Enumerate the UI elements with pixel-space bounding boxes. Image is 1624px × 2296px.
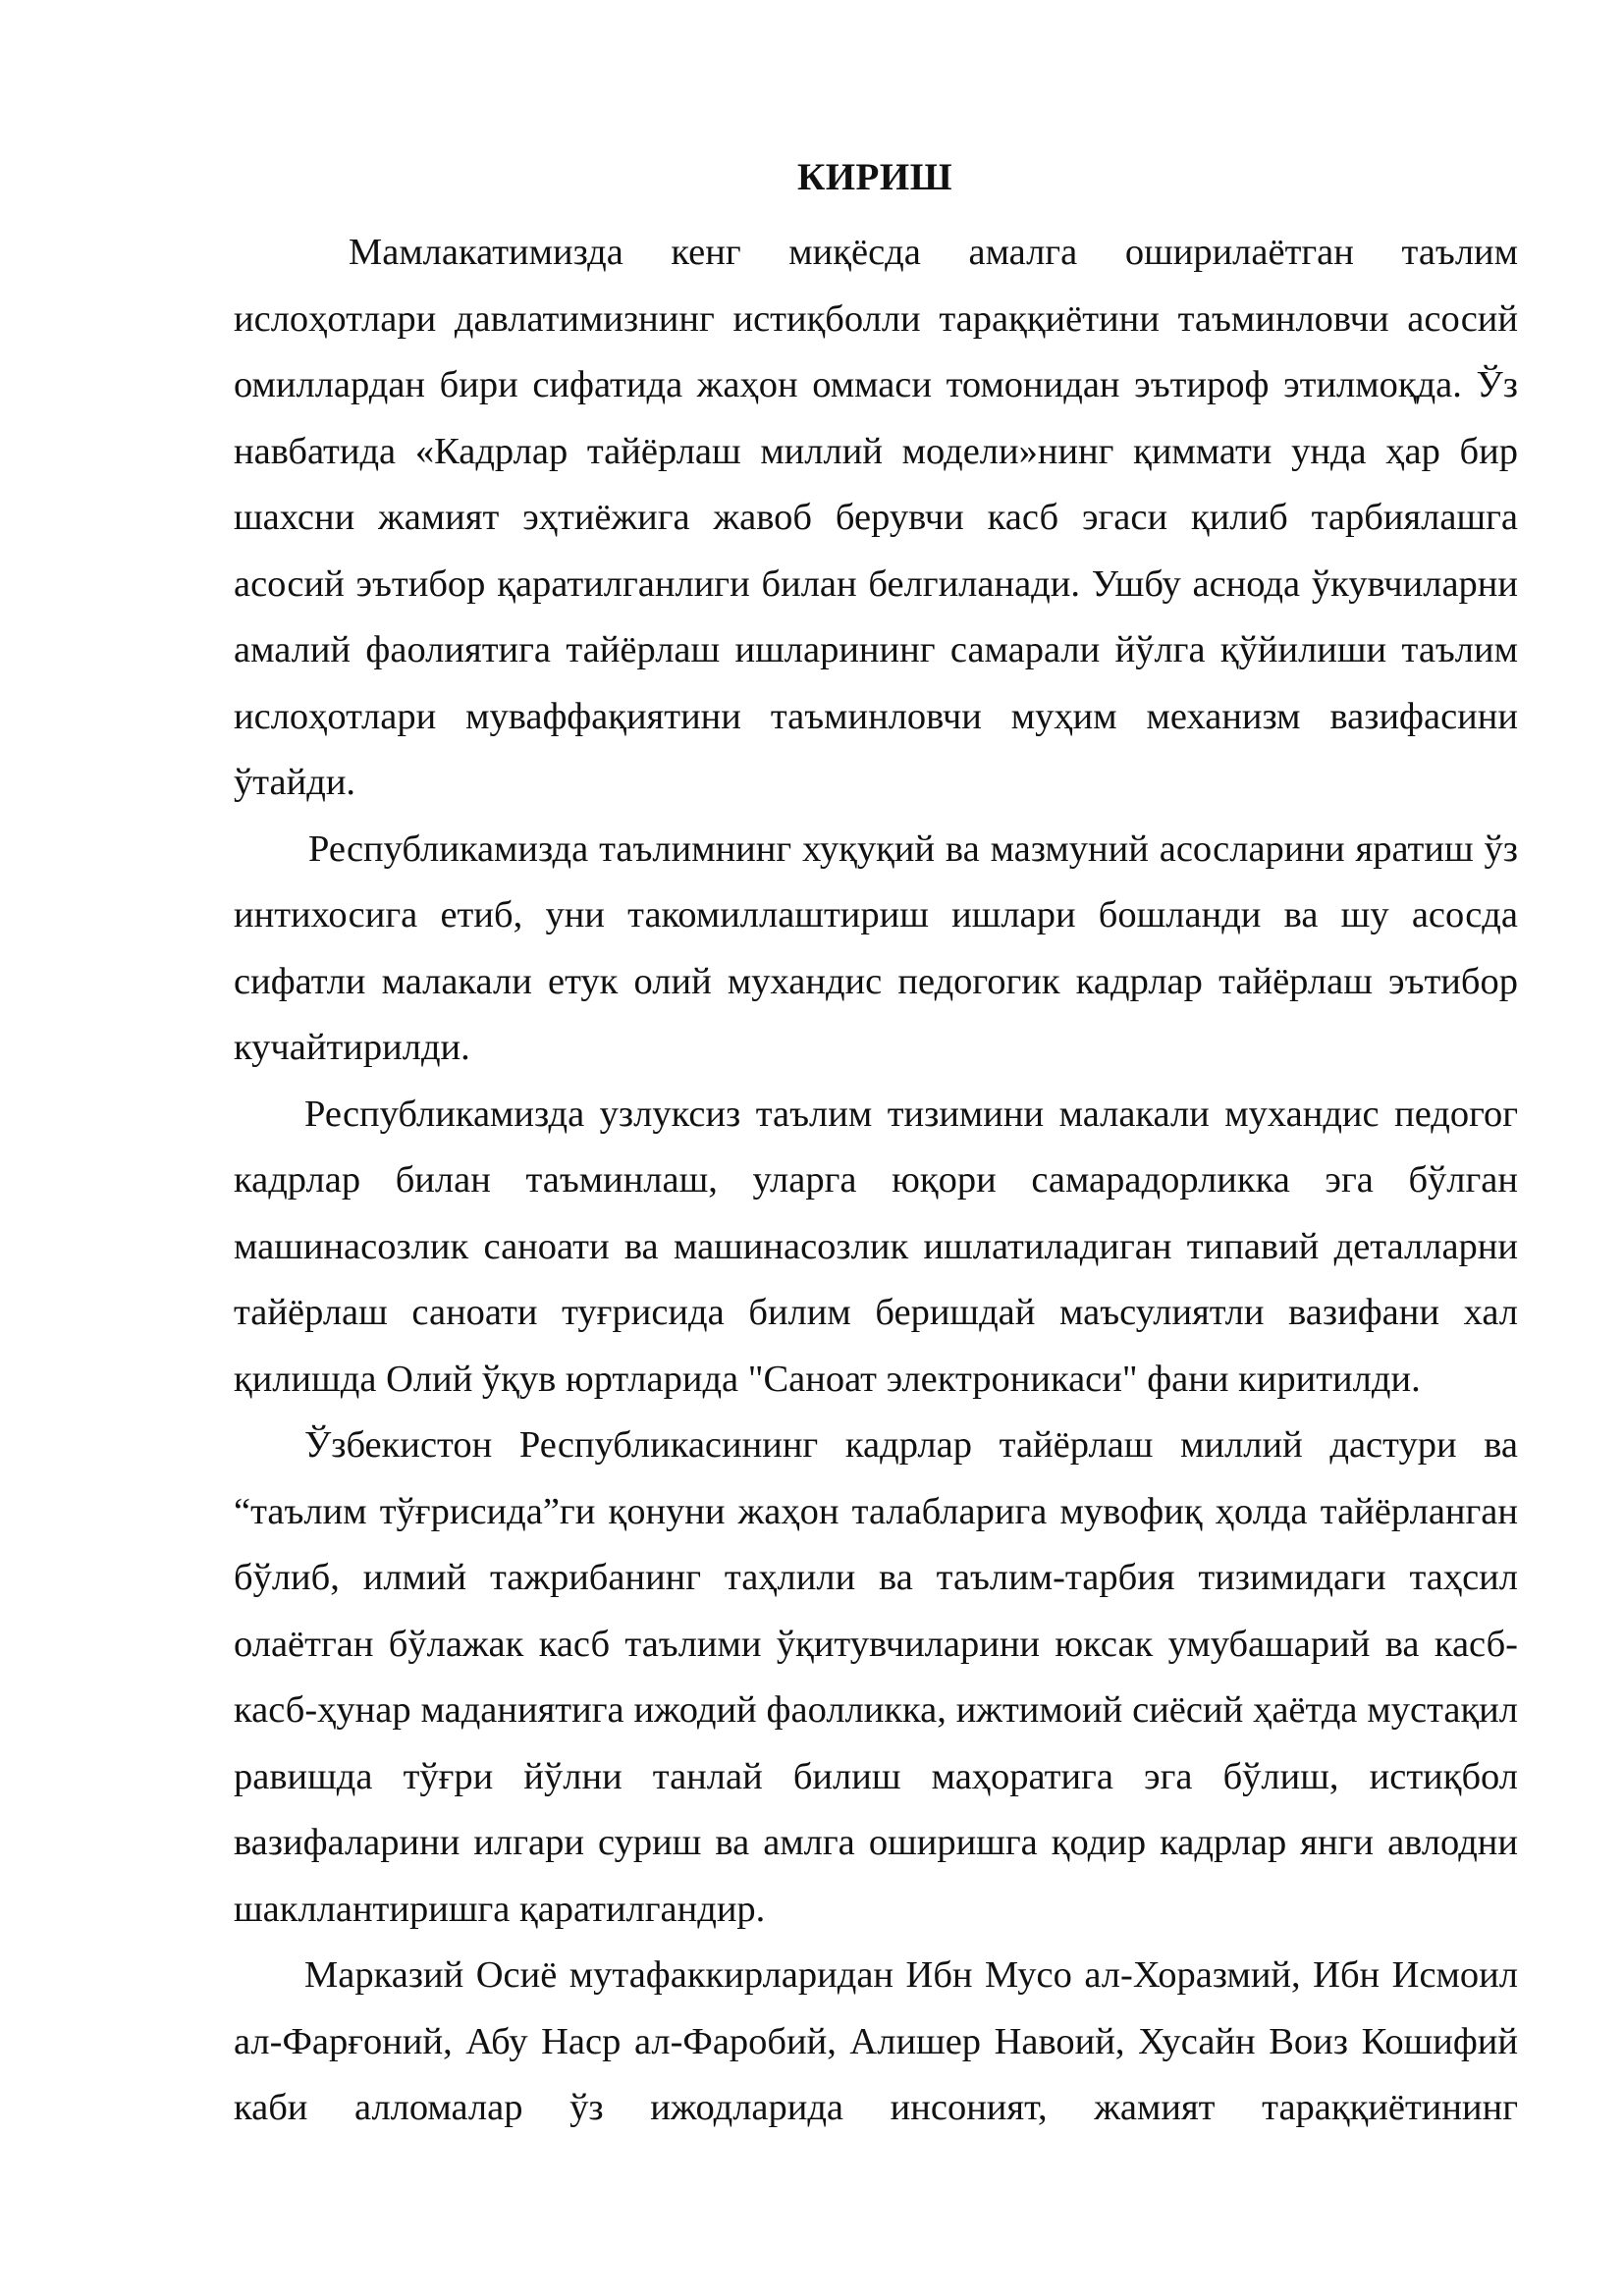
- paragraph-2: Республикамизда таълимнинг хуқуқий ва мазмуний асосларини яратиш ўз интихосига етиб, уни такомиллаштириш ишлари бошланди ва шу асосда сифатли малакали етук олий мухандис педогогик кадрлар тайёрлаш эътибор кучайтирилди.: [234, 828, 1518, 1068]
- document-heading: КИРИШ: [796, 156, 953, 198]
- paragraph-5: Марказий Осиё мутафаккирларидан Ибн Мусо ал-Хоразмий, Ибн Исмоил ал-Фарғоний, Абу Наср ал-Фаробий, Алишер Навоий, Хусайн Воиз Кошифий каби алломалар ўз ижодларида инсоният, жамият тараққиётининг: [234, 1954, 1518, 2128]
- paragraph-4: Ўзбекистон Республикасининг кадрлар тайёрлаш миллий дастури ва “таълим тўғрисида”ги қонуни жаҳон талабларига мувофиқ ҳолда тайёрланган бўлиб, илмий тажрибанинг таҳлили ва таълим-тарбия тизимидаги таҳсил олаётган бўлажак касб таълими ўқитувчиларини юксак умубашарий ва касб-касб-ҳунар маданиятига ижодий фаолликка, ижтимоий сиёсий ҳаётда мустақил равишда тўғри йўлни танлай билиш маҳоратига эга бўлиш, истиқбол вазифаларини илгари суриш ва амлга оширишга қодир кадрлар янги авлодни шакллантиришга қаратилгандир.: [234, 1424, 1518, 1930]
- paragraph-1: Мамлакатимизда кенг миқёсда амалга оширилаётган таълим ислоҳотлари давлатимизнинг истиқболли тараққиётини таъминловчи асосий омиллардан бири сифатида жаҳон оммаси томонидан эътироф этилмоқда. Ўз навбатида «Кадрлар тайёрлаш миллий модели»нинг қиммати унда ҳар бир шахсни жамият эҳтиёжига жавоб берувчи касб эгаси қилиб тарбиялашга асосий эътибор қаратилганлиги билан белгиланади. Ушбу аснода ўкувчиларни амалий фаолиятига тайёрлаш ишларининг самарали йўлга қўйилиши таълим ислоҳотлари муваффақиятини таъминловчи муҳим механизм вазифасини ўтайди.: [234, 232, 1518, 803]
- paragraph-3: Республикамизда узлуксиз таълим тизимини малакали мухандис педогог кадрлар билан таъминлаш, уларга юқори самарадорликка эга бўлган машинасозлик саноати ва машинасозлик ишлатиладиган типавий деталларни тайёрлаш саноати туғрисида билим беришдай маъсулиятли вазифани хал қилишда Олий ўқув юртларида "Саноат электроникаси" фани киритилди.: [234, 1093, 1518, 1400]
- document-body: [234, 220, 1518, 2142]
